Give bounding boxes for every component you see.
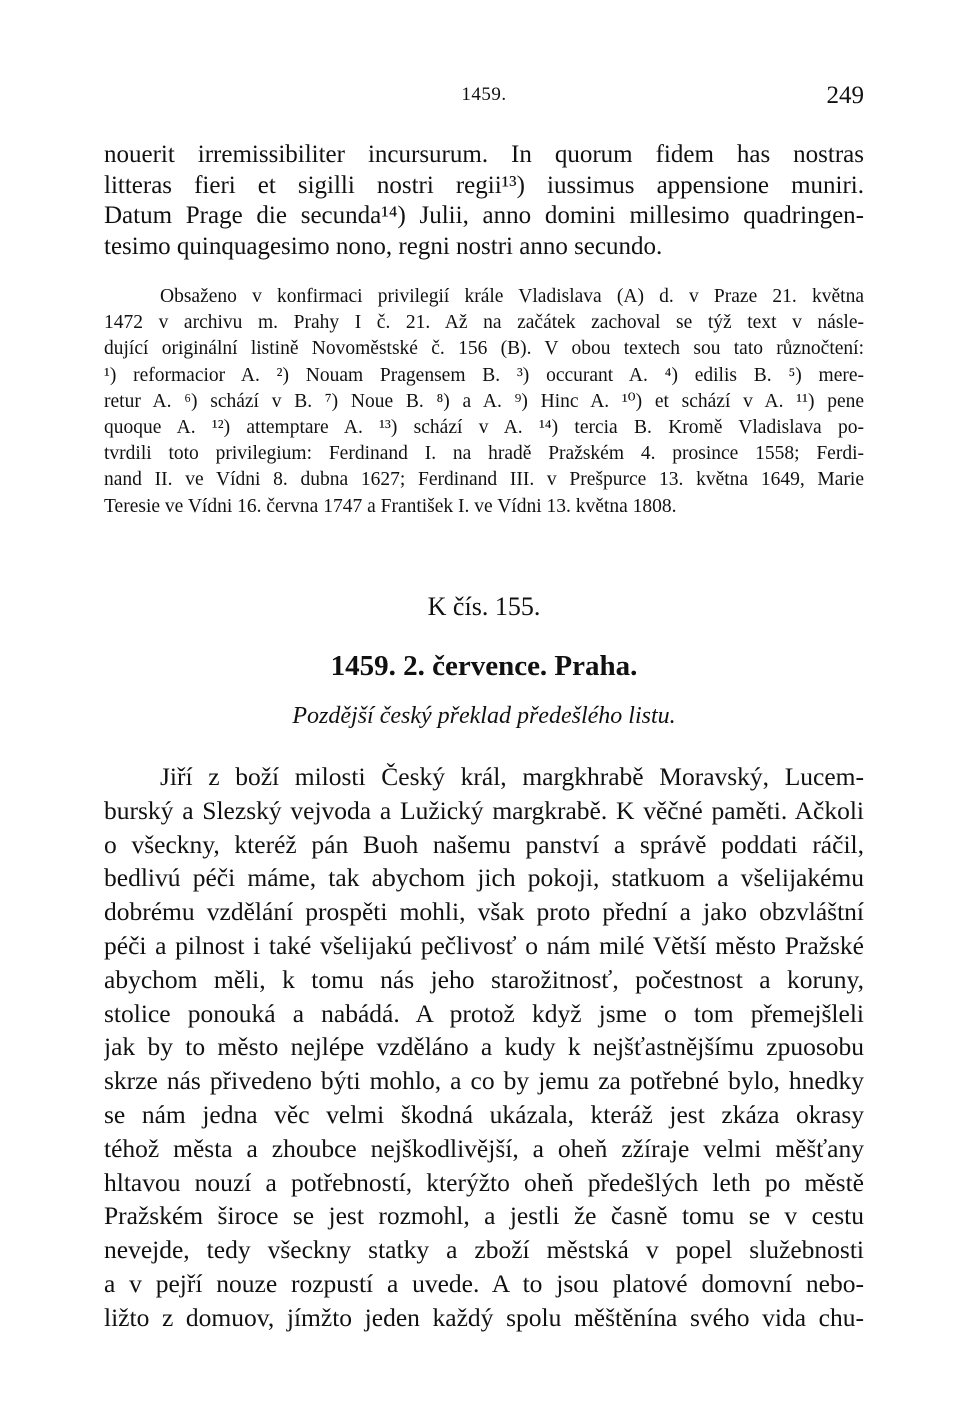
note-line: Teresie ve Vídni 16. června 1747 a František I. ve Vídni 13. května 1808. — [104, 495, 677, 517]
text-line: stolice ponouká a nabádá. A protož když jsme o tom přemejšleli — [104, 998, 864, 1028]
header-year: 1459. — [461, 84, 507, 105]
text-line: hltavou nouzí a potřebností, kterýžto oheň předešlých leth po městě — [104, 1167, 864, 1197]
text-line: péči a pilnost i také všelijakú pečlivosť o nám milé Větší město Pražské — [104, 930, 864, 960]
text-line: se nám jedna věc velmi škodná ukázala, kteráž jest zkáza okrasy — [104, 1099, 864, 1129]
text-line: téhož města a zhoubce nejškodlivější, a oheň zžíraje velmi měšťany — [104, 1133, 864, 1163]
text-line: ližto z domuov, jímžto jeden každý spolu měštěnína svého vida chu- — [104, 1302, 864, 1332]
latin-closing-paragraph — [104, 140, 864, 262]
note-line: dující originální listině Novoměstské č. 156 (B). V obou textech sou tato různočtení: — [104, 338, 864, 360]
document-number: K čís. 155. — [427, 592, 541, 621]
text-line: bedlivú péči máme, tak abychom jich pokoji, statkuom a všelijakému — [104, 863, 864, 893]
text-line: litteras fieri et sigilli nostri regii¹³) iussimus appensione muniri. — [104, 171, 864, 199]
text-line: Pražském široce se jest rozmohl, a jestli že časně tomu se v cestu — [104, 1201, 864, 1231]
text-line: Datum Prage die secunda¹⁴) Julii, anno domini millesimo quadringen- — [104, 202, 864, 229]
running-header — [104, 84, 864, 114]
document-date-heading: 1459. 2. července. Praha. — [330, 650, 638, 682]
text-line: nouerit irremissibiliter incursurum. In quorum fidem has nostras — [104, 141, 864, 168]
text-line: Jiří z boží milosti Český král, margkhrabě Moravský, Lucem- — [160, 762, 864, 791]
note-line: 1472 v archivu m. Prahy I č. 21. Až na začátek zachoval se týž text v násle- — [104, 312, 864, 334]
text-line: dobrému vzdělání prospěti mohli, však proto přední a jako obzvláštní — [104, 897, 864, 927]
note-line: ¹) reformacior A. ²) Nouam Pragensem B. ³) occurant A. ⁴) edilis B. ⁵) mere- — [104, 364, 864, 386]
text-line: abychom měli, k tomu nás jeho starožitnosť, počestnost a koruny, — [104, 964, 864, 994]
text-line: nevejde, tedy všeckny statky a zboží městská v popel služebnosti — [104, 1235, 864, 1265]
note-line: Obsaženo v konfirmaci privilegií krále Vladislava (A) d. v Praze 21. května — [160, 286, 864, 307]
text-line: o všeckny, kteréž pán Buoh našemu panství a správě poddati ráčil, — [104, 829, 864, 859]
editorial-notes — [104, 284, 864, 520]
note-line: retur A. ⁶) schází v B. ⁷) Noue B. ⁸) a A. ⁹) Hinc A. ¹⁰) et schází v A. ¹¹) pene — [104, 390, 864, 412]
czech-translation-paragraph — [104, 760, 864, 1335]
note-line: tvrdili toto privilegium: Ferdinand I. na hradě Pražském 4. prosince 1558; Ferdi- — [104, 443, 864, 465]
document-subtitle: Pozdější český překlad předešlého listu. — [292, 703, 676, 729]
page-number: 249 — [826, 82, 864, 109]
text-line: burský a Slezský vejvoda a Lužický margkrabě. K věčné paměti. Ačkoli — [104, 795, 864, 825]
text-line: tesimo quinquagesimo nono, regni nostri anno secundo. — [104, 232, 663, 260]
note-line: nand II. ve Vídni 8. dubna 1627; Ferdinand III. v Prešpurce 13. května 1649, Marie — [104, 469, 864, 491]
text-line: a v pejří nouze rozpustí a uvede. A to jsou platové domovní nebo- — [104, 1268, 864, 1298]
text-line: skrze nás přivedeno býti mohlo, a co by jemu za potřebné bylo, hnedky — [104, 1066, 864, 1096]
note-line: quoque A. ¹²) attemptare A. ¹³) schází v A. ¹⁴) tercia B. Kromě Vladislava po- — [104, 416, 864, 438]
text-line: jak by to město nejlépe vzděláno a kudy k nejšťastnějšímu zpuosobu — [104, 1032, 864, 1062]
